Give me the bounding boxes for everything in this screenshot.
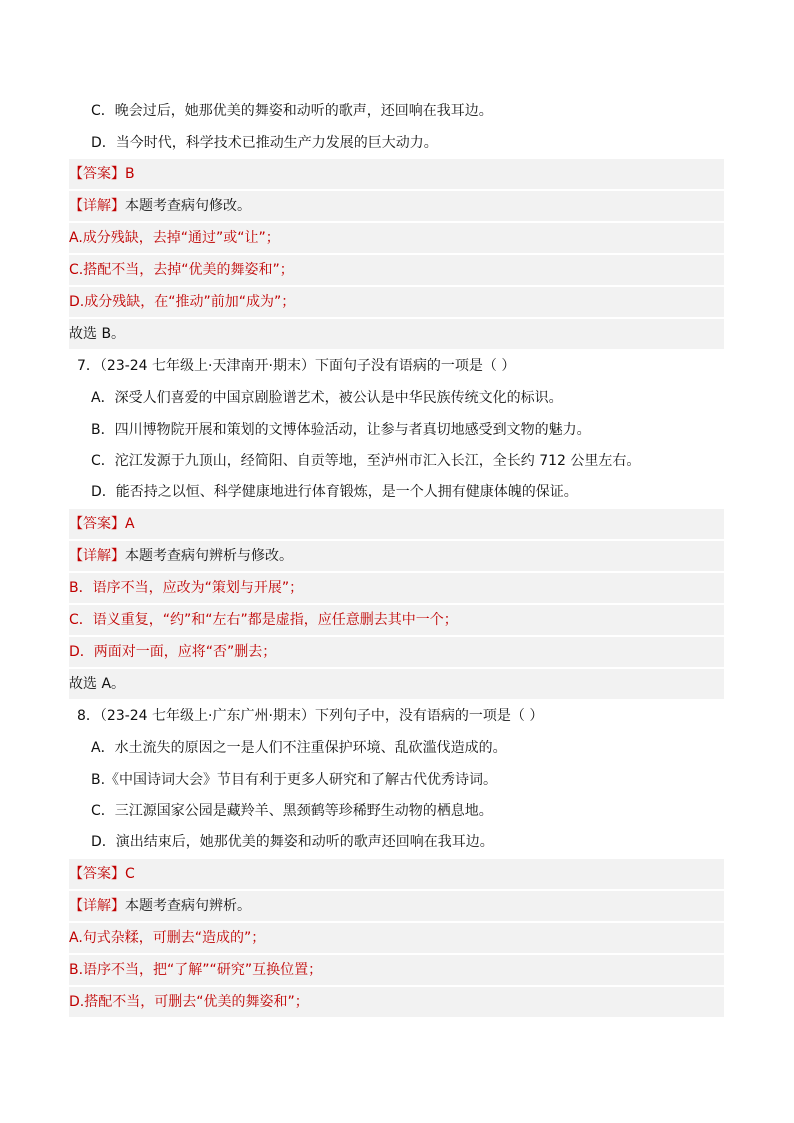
explanation-item: D.搭配不当，可删去“优美的舞姿和”； bbox=[69, 987, 724, 1017]
explanation-text: 本题考查病句辨析。 bbox=[125, 898, 251, 914]
explanation-item: A.成分残缺，去掉“通过”或“让”； bbox=[69, 223, 724, 253]
answer-value: A bbox=[125, 516, 135, 532]
question-7-stem: 7．（23-24 七年级上·天津南开·期末）下面句子没有语病的一项是（ ） bbox=[77, 358, 516, 374]
conclusion-line: 故选 A。 bbox=[69, 669, 724, 699]
option-d: D．当今时代，科学技术已推动生产力发展的巨大动力。 bbox=[91, 135, 438, 151]
explanation-item: D．两面对一面，应将“否”删去； bbox=[69, 637, 724, 667]
explanation-text: 本题考查病句辨析与修改。 bbox=[125, 548, 293, 564]
answer-value: C bbox=[125, 866, 135, 882]
explanation-tag: 【详解】 bbox=[69, 548, 125, 564]
option-a: A．水土流失的原因之一是人们不注重保护环境、乱砍滥伐造成的。 bbox=[91, 740, 507, 756]
explanation-tag: 【详解】 bbox=[69, 198, 125, 214]
question-8-stem: 8．（23-24 七年级上·广东广州·期末）下列句子中，没有语病的一项是（ ） bbox=[77, 708, 544, 724]
answer-tag: 【答案】 bbox=[69, 516, 125, 532]
explanation-line bbox=[69, 191, 724, 221]
explanation-item: C.搭配不当，去掉“优美的舞姿和”； bbox=[69, 255, 724, 285]
option-d: D．能否持之以恒、科学健康地进行体育锻炼，是一个人拥有健康体魄的保证。 bbox=[91, 484, 578, 500]
explanation-line bbox=[69, 541, 724, 571]
option-c: C．沱江发源于九顶山，经简阳、自贡等地，至泸州市汇入长江，全长约 712 公里左右。 bbox=[91, 453, 641, 469]
option-b: B.《中国诗词大会》节目有利于更多人研究和了解古代优秀诗词。 bbox=[91, 772, 498, 788]
explanation-item: D.成分残缺，在“推动”前加“成为”； bbox=[69, 287, 724, 317]
option-a: A．深受人们喜爱的中国京剧脸谱艺术，被公认是中华民族传统文化的标识。 bbox=[91, 390, 563, 406]
answer-tag: 【答案】 bbox=[69, 866, 125, 882]
explanation-text: 本题考查病句修改。 bbox=[125, 198, 251, 214]
answer-line bbox=[69, 859, 724, 889]
answer-line bbox=[69, 159, 724, 189]
explanation-item: A.句式杂糅，可删去“造成的”； bbox=[69, 923, 724, 953]
option-d: D．演出结束后，她那优美的舞姿和动听的歌声还回响在我耳边。 bbox=[91, 834, 494, 850]
option-b: B．四川博物院开展和策划的文博体验活动，让参与者真切地感受到文物的魅力。 bbox=[91, 422, 591, 438]
answer-value: B bbox=[125, 166, 135, 182]
explanation-tag: 【详解】 bbox=[69, 898, 125, 914]
explanation-item: B.语序不当，把“了解”“研究”互换位置； bbox=[69, 955, 724, 985]
option-c: C．晚会过后，她那优美的舞姿和动听的歌声，还回响在我耳边。 bbox=[91, 103, 493, 119]
answer-line bbox=[69, 509, 724, 539]
option-c: C．三江源国家公园是藏羚羊、黑颈鹤等珍稀野生动物的栖息地。 bbox=[91, 803, 493, 819]
explanation-item: B．语序不当，应改为“策划与开展”； bbox=[69, 573, 724, 603]
answer-tag: 【答案】 bbox=[69, 166, 125, 182]
explanation-line bbox=[69, 891, 724, 921]
conclusion-line: 故选 B。 bbox=[69, 319, 724, 349]
explanation-item: C．语义重复，“约”和“左右”都是虚指，应任意删去其中一个； bbox=[69, 605, 724, 635]
